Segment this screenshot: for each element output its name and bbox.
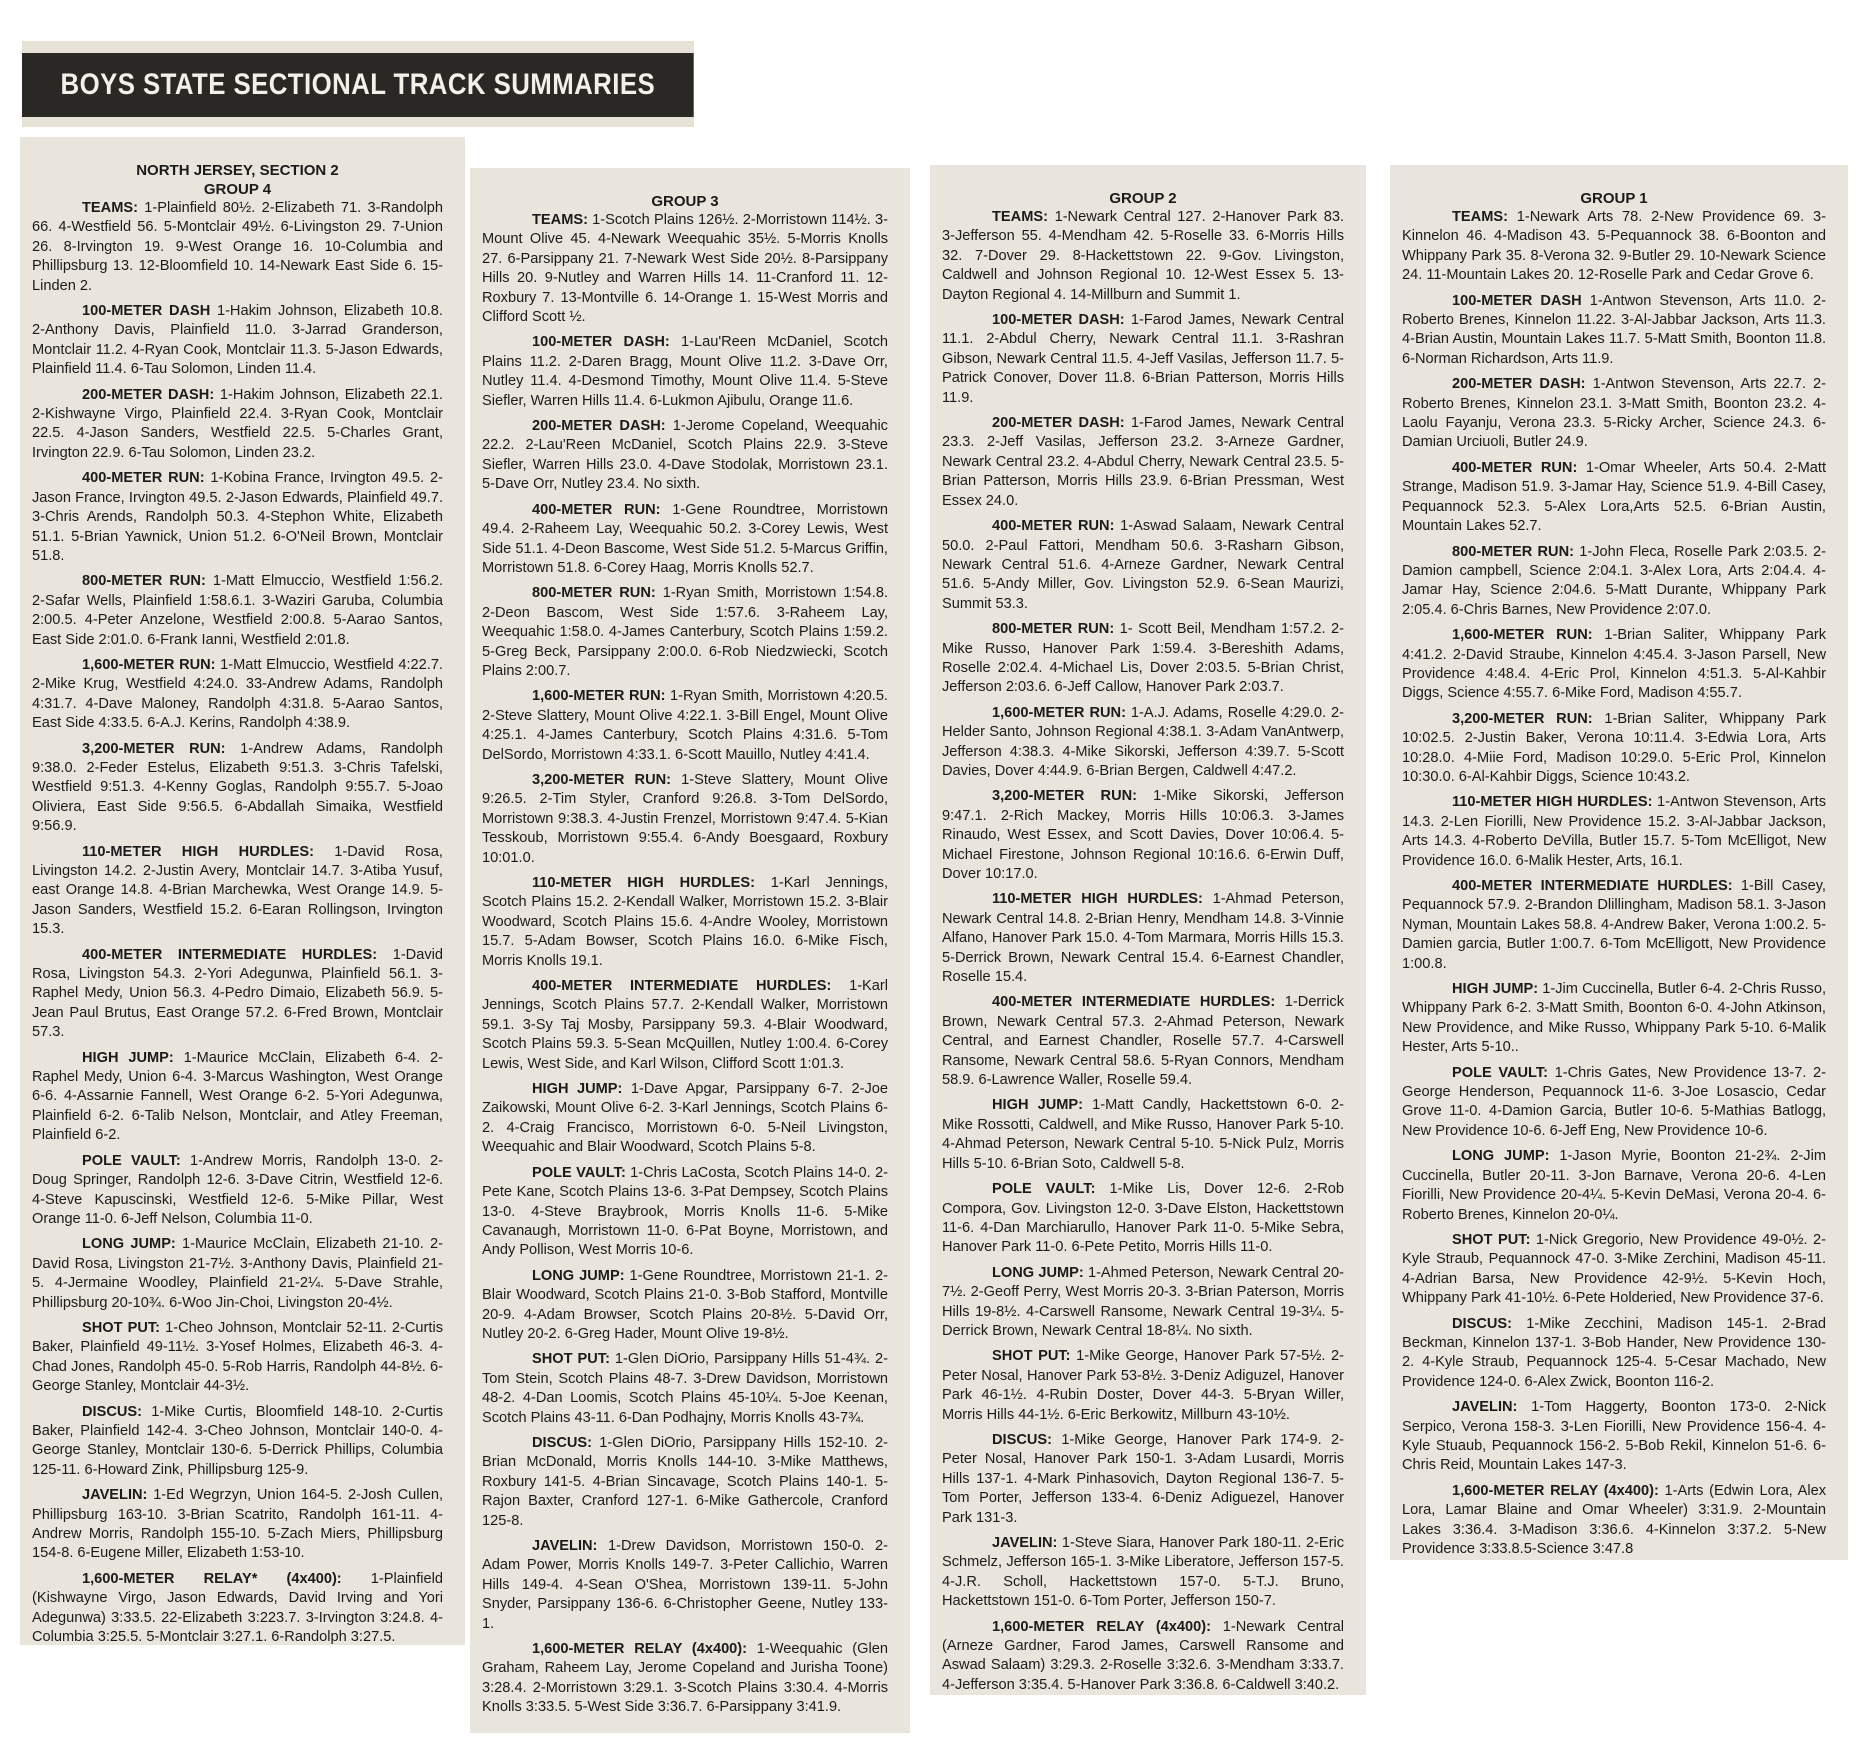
event-label: 110-METER HIGH HURDLES: bbox=[532, 875, 755, 891]
event-result bbox=[482, 1164, 888, 1261]
event-result bbox=[482, 1080, 888, 1158]
event-label: 400-METER RUN: bbox=[82, 470, 205, 487]
event-result bbox=[482, 1434, 888, 1531]
event-result bbox=[1402, 710, 1826, 788]
column-group-1 bbox=[1390, 165, 1848, 1560]
event-text: 1-Hakim Johnson, Elizabeth 22.1. 2-Kishwayne Virgo, Plainfield 22.4. 3-Ryan Cook, Montclair 22.5. 4-Jason Sanders, Westfield 22.5. 5-Charles Grant, Irvington 22.9. 6-Tau Solomon, Linden 23.2. bbox=[32, 386, 443, 461]
event-label: HIGH JUMP: bbox=[1452, 981, 1539, 998]
event-result bbox=[32, 843, 443, 940]
event-text: 1-Mike Curtis, Bloomfield 148-10. 2-Curtis Baker, Plainfield 142-4. 3-Cheo Johnson, Montclair 140-0. 4-George Stanley, Montclair 130-6. 5-Derrick Phillips, Columbia 125-11. 6-Howard Zink, Phillipsburg 125-9. bbox=[32, 1403, 443, 1478]
event-label: 3,200-METER RUN: bbox=[82, 740, 226, 757]
event-text: 1-Steve Siara, Hanover Park 180-11. 2-Eric Schmelz, Jefferson 165-1. 3-Mike Liberatore, Jefferson 157-5. 4-J.R. Scholl, Hackettstown 157-0. 5-T.J. Bruno, Hackettstown 151-0. 6-Tom Porter, Jefferson 150-7. bbox=[942, 1535, 1344, 1610]
event-text: 1-Nick Gregorio, New Providence 49-0½. 2-Kyle Straub, Pequannock 47-0. 3-Mike Zerchini, Madison 45-11. 4-Adrian Barsa, New Providence 42-9½. 5-Kevin Hoch, Whippany Park 41-10½. 6-Pete Holderied, New Providence 37-6. bbox=[1402, 1231, 1826, 1307]
event-result bbox=[1402, 1315, 1826, 1393]
event-label: 200-METER DASH: bbox=[1452, 376, 1586, 393]
event-result bbox=[482, 501, 888, 579]
event-text: 1-Farod James, Newark Central 11.1. 2-Abdul Cherry, Newark Central 11.1. 3-Rashran Gibson, Newark Central 11.5. 4-Jeff Vasilas, Jefferson 11.7. 5-Patrick Conover, Dover 11.8. 6-Brian Patterson, Morris Hills 11.9. bbox=[942, 312, 1344, 406]
event-label: HIGH JUMP: bbox=[992, 1097, 1083, 1114]
event-result bbox=[482, 771, 888, 868]
event-text: 1-Ryan Smith, Morristown 4:20.5. 2-Steve Slattery, Mount Olive 4:22.1. 3-Bill Engel, Mount Olive 4:25.1. 4-James Canterbury, Scotch Plains 4:31.6. 5-Tom DelSordo, Morristown 4:33.1. 6-Scott Mauillo, Nutley 4:41.4. bbox=[482, 688, 888, 763]
event-text: 1-Dave Apgar, Parsippany 6-7. 2-Joe Zaikowski, Mount Olive 6-2. 3-Karl Jennings, Scotch Plains 6-2. 4-Craig Francisco, Morristown 6-0. 5-Neil Livingston, Weequahic and Blair Woodward, Scotch Plains 5-8. bbox=[482, 1081, 888, 1156]
event-text: 1-Mike George, Hanover Park 57-5½. 2-Peter Nosal, Hanover Park 53-8½. 3-Deniz Adiguzel, Hanover Park 46-1½. 4-Rubin Doster, Dover 44-3. 5-Bryan Willer, Morris Hills 44-1½. 6-Eric Berkowitz, Millburn 43-10½. bbox=[942, 1348, 1344, 1423]
event-text: 1-Jason Myrie, Boonton 21-2¾. 2-Jim Cuccinella, Butler 20-11. 3-Jon Barnave, Verona 20-6. 4-Len Fiorilli, New Providence 20-4¼. 5-Kevin DeMasi, Verona 20-4. 6-Roberto Brenes, Kinnelon 20-0¼. bbox=[1402, 1148, 1826, 1223]
event-result bbox=[482, 687, 888, 765]
event-text: 1-Hakim Johnson, Elizabeth 10.8. 2-Anthony Davis, Plainfield 11.0. 3-Jarrad Granderson, Montclair 11.2. 4-Ryan Cook, Montclair 11.3. 5-Jason Edwards, Plainfield 11.4. 6-Tau Solomon, Linden 11.4. bbox=[32, 303, 443, 378]
event-text: 1-Gene Roundtree, Morristown 21-1. 2-Blair Woodward, Scotch Plains 21-0. 3-Bob Stafford, Montville 20-9. 4-Adam Browser, Scotch Plains 20-8½. 5-David Orr, Nutley 20-2. 6-Greg Hader, Mount Olive 19-8½. bbox=[482, 1267, 888, 1342]
event-result bbox=[32, 946, 443, 1043]
event-text: 1-Plainfield 80½. 2-Elizabeth 71. 3-Randolph 66. 4-Westfield 56. 5-Montclair 49½. 6-Livingston 29. 7-Union 26. 8-Irvington 19. 9-West Orange 16. 10-Columbia and Phillipsburg 13. 12-Bloomfield 10. 14-Newark East Side 6. 15-Linden 2. bbox=[32, 200, 443, 294]
event-result bbox=[1402, 980, 1826, 1058]
event-result bbox=[32, 1319, 443, 1397]
event-result bbox=[942, 1347, 1344, 1425]
section-heading: NORTH JERSEY, SECTION 2 bbox=[136, 162, 339, 179]
event-text: 1-Andrew Morris, Randolph 13-0. 2-Doug Springer, Randolph 12-6. 3-Dave Citrin, Westfield 12-6. 4-Steve Kapuscinski, Westfield 12-6. 5-Mike Pillar, West Orange 11-0. 6-Jeff Nelson, Columbia 11-0. bbox=[32, 1152, 443, 1227]
event-text: 1-Mike Sikorski, Jefferson 9:47.1. 2-Rich Mackey, Morris Hills 10:06.3. 3-James Rinaudo, West Essex, and Scott Davies, Dover 10:06.4. 5-Michael Firestone, Johnson Regional 10:16.6. 6-Erwin Duff, Dover 10:17.0. bbox=[942, 788, 1344, 882]
event-label: TEAMS: bbox=[1452, 209, 1508, 225]
event-text: 1-Aswad Salaam, Newark Central 50.0. 2-Paul Fattori, Mendham 50.6. 3-Rasharn Gibson, Newark Central 51.6. 4-Arneze Gardner, Newark Central 51.6. 5-Andy Miller, Gov. Livingston 52.9. 6-Sean Maurizi, Summit 53.3. bbox=[942, 518, 1344, 612]
event-label: DISCUS: bbox=[1452, 1315, 1512, 1332]
event-result bbox=[942, 1180, 1344, 1258]
event-text: 1-Matt Elmuccio, Westfield 4:22.7. 2-Mike Krug, Westfield 4:24.0. 33-Andrew Adams, Randolph 4:31.7. 4-Dave Maloney, Randolph 4:31.8. 5-Aarao Santos, East Side 4:33.5. 6-A.J. Kerins, Randolph 4:38.9. bbox=[32, 656, 443, 732]
event-result bbox=[1402, 1147, 1826, 1225]
event-label: 800-METER RUN: bbox=[532, 585, 656, 602]
event-result bbox=[482, 1267, 888, 1345]
event-label: SHOT PUT: bbox=[532, 1351, 610, 1368]
event-text: 1-Mike George, Hanover Park 174-9. 2-Peter Nosal, Hanover Park 150-1. 3-Adam Lusardi, Morris Hills 137-1. 4-Mark Pinhasovich, Dayton Regional 136-7. 5-Tom Porter, Jefferson 133-4. 6-Deniz Adiguezel, Hanover Park 131-3. bbox=[942, 1431, 1344, 1526]
event-result bbox=[1402, 459, 1826, 537]
event-result bbox=[942, 1096, 1344, 1174]
event-text: 1-Matt Candly, Hackettstown 6-0. 2-Mike Rossotti, Caldwell, and Mike Russo, Hanover Park 5-10. 4-Ahmad Peterson, Newark Central 5-10. 5-Nick Pulz, Morris Hills 5-10. 6-Brian Soto, Caldwell 5-8. bbox=[942, 1097, 1344, 1172]
headline-title: BOYS STATE SECTIONAL TRACK SUMMARIES bbox=[22, 53, 694, 117]
event-result bbox=[1402, 292, 1826, 370]
event-result bbox=[942, 704, 1344, 782]
column-group-2 bbox=[930, 165, 1366, 1695]
event-result bbox=[942, 311, 1344, 408]
event-label: DISCUS: bbox=[532, 1434, 592, 1451]
event-result bbox=[942, 1264, 1344, 1342]
column-group-3 bbox=[470, 168, 910, 1733]
event-result bbox=[942, 890, 1344, 987]
event-label: 200-METER DASH: bbox=[82, 386, 215, 403]
event-result bbox=[1402, 1482, 1826, 1560]
event-label: 400-METER INTERMEDIATE HURDLES: bbox=[1452, 878, 1733, 894]
event-label: 100-METER DASH bbox=[82, 303, 211, 320]
event-result bbox=[1402, 375, 1826, 453]
section-heading: GROUP 3 bbox=[651, 193, 719, 210]
event-result bbox=[482, 977, 888, 1074]
event-result bbox=[942, 993, 1344, 1090]
event-label: 800-METER RUN: bbox=[82, 573, 206, 590]
event-result bbox=[942, 1534, 1344, 1612]
event-text: 1-Ryan Smith, Morristown 1:54.8. 2-Deon Bascom, West Side 1:57.6. 3-Raheem Lay, Weequahic 1:58.0. 4-James Canterbury, Scotch Plains 1:59.2. 5-Greg Beck, Parsippany 2:00.0. 6-Rob Niedzwiecki, Scotch Plains 2:00.7. bbox=[482, 585, 888, 679]
event-label: HIGH JUMP: bbox=[82, 1049, 174, 1066]
event-label: DISCUS: bbox=[82, 1403, 142, 1420]
event-label: 400-METER INTERMEDIATE HURDLES: bbox=[532, 978, 832, 995]
event-result bbox=[1402, 877, 1826, 974]
event-text: 1-A.J. Adams, Roselle 4:29.0. 2-Helder Santo, Johnson Regional 4:38.1. 3-Adam VanAntwerp, Jefferson 4:38.3. 4-Mike Sikorski, Jefferson 4:39.7. 5-Scott Davies, Dover 4:44.9. 6-Brian Bergen, Caldwell 4:47.2. bbox=[942, 704, 1344, 779]
event-text: 1-Ahmad Peterson, Newark Central 14.8. 2-Brian Henry, Mendham 14.8. 3-Vinnie Alfano, Hanover Park 15.0. 4-Tom Marmara, Morris Hills 15.3. 5-Derrick Brown, Newark Central 15.4. 6-Earnest Chandler, Roselle 15.4. bbox=[942, 891, 1344, 986]
event-text: 1-Gene Roundtree, Morristown 49.4. 2-Raheem Lay, Weequahic 50.2. 3-Corey Lewis, West Side 51.1. 4-Deon Bascome, West Side 51.2. 5-Marcus Griffin, Morristown 51.8. 6-Corey Haag, Morris Knolls 52.7. bbox=[482, 501, 888, 576]
event-result bbox=[942, 787, 1344, 884]
event-label: SHOT PUT: bbox=[1452, 1231, 1531, 1248]
event-result bbox=[32, 1403, 443, 1481]
event-result bbox=[1402, 1398, 1826, 1476]
event-text: 1-Plainfield (Kishwayne Virgo, Jason Edwards, David Irving and Yori Adegunwa) 3:33.5. 22-Elizabeth 3:223.7. 3-Irvington 3:24.8. 4-Columbia 3:25.5. 5-Montclair 3:27.1. 6-Randolph 3:27.5. bbox=[32, 1570, 443, 1645]
event-result bbox=[32, 1486, 443, 1564]
event-label: 200-METER DASH: bbox=[992, 415, 1125, 432]
event-result bbox=[482, 1537, 888, 1634]
event-result bbox=[32, 740, 443, 837]
event-text: 1-Omar Wheeler, Arts 50.4. 2-Matt Strange, Madison 51.9. 3-Jamar Hay, Science 51.9. 4-Bill Casey, Pequannock 52.3. 5-Alex Lora,Arts 52.5. 6-Brian Austin, Mountain Lakes 52.7. bbox=[1402, 459, 1827, 535]
event-label: 1,600-METER RUN: bbox=[992, 704, 1126, 721]
event-result bbox=[942, 517, 1344, 614]
event-result bbox=[32, 572, 443, 650]
event-result bbox=[1402, 793, 1826, 871]
event-label: 1,600-METER RELAY (4x400): bbox=[1452, 1482, 1659, 1499]
event-result bbox=[1402, 1231, 1826, 1309]
event-label: 110-METER HIGH HURDLES: bbox=[1452, 794, 1653, 811]
column-group-4 bbox=[20, 137, 465, 1645]
event-text: 1- Scott Beil, Mendham 1:57.2. 2-Mike Russo, Hanover Park 1:59.4. 3-Bereshith Adams, Roselle 2:02.4. 4-Michael Lis, Dover 2:03.5. 5-Brian Christ, Jefferson 2:03.6. 6-Jeff Callow, Hanover Park 2:03.7. bbox=[942, 621, 1344, 696]
event-result bbox=[482, 417, 888, 495]
event-label: 1,600-METER RUN: bbox=[532, 688, 666, 705]
event-label: SHOT PUT: bbox=[992, 1348, 1071, 1365]
event-result bbox=[32, 469, 443, 566]
event-label: 100-METER DASH: bbox=[992, 312, 1125, 329]
event-label: JAVELIN: bbox=[82, 1487, 148, 1504]
event-text: 1-Newark Central 127. 2-Hanover Park 83. 3-Jefferson 55. 4-Mendham 42. 5-Roselle 33. 6-Morris Hills 32. 7-Dover 29. 8-Hackettstown 22. 9-Gov. Livingston, Caldwell and Johnson Regional 10. 12-West Essex 5. 13-Dayton Regional 4. 14-Millburn and Summit 1. bbox=[942, 209, 1344, 303]
event-text: 1-Antwon Stevenson, Arts 14.3. 2-Len Fiorilli, New Providence 15.2. 3-Al-Jabbar Jackson, Arts 14.3. 4-Roberto DeVilla, Butler 15.7. 5-Tom McElligot, New Providence 16.0. 6-Malik Hester, Arts, 16.1. bbox=[1402, 794, 1826, 869]
event-text: 1-Weequahic (Glen Graham, Raheem Lay, Jerome Copeland and Jurisha Toone) 3:28.4. 2-Morristown 3:29.1. 3-Scotch Plains 3:30.4. 4-Morris Knolls 3:33.5. 5-West Side 3:36.7. 6-Parsippany 3:41.9. bbox=[482, 1641, 888, 1716]
event-label: LONG JUMP: bbox=[1452, 1148, 1550, 1165]
event-text: 1-Glen DiOrio, Parsippany Hills 152-10. 2-Brian McDonald, Morris Knolls 144-10. 3-Mike Matthews, Roxbury 141-5. 4-Brian Sincavage, Scotch Plains 140-1. 5-Rajon Baxter, Cranford 127-1. 6-Mike Gathercole, Cranford 125-8. bbox=[482, 1434, 888, 1529]
event-label: 1,600-METER RUN: bbox=[82, 656, 216, 673]
event-text: 1-David Rosa, Livingston 54.3. 2-Yori Adegunwa, Plainfield 56.1. 3-Raphel Medy, Union 56.3. 4-Pedro Dimaio, Elizabeth 56.9. 5-Jean Paul Brutus, East Orange 57.2. 6-Fred Brown, Montclair 57.3. bbox=[32, 946, 443, 1041]
event-text: 1-Lau'Reen McDaniel, Scotch Plains 11.2. 2-Daren Bragg, Mount Olive 11.2. 3-Dave Orr, Nutley 11.4. 4-Desmond Timothy, Mount Olive 11.4. 5-Steve Siefler, Warren Hills 11.4. 6-Lukmon Ajibulu, Orange 11.6. bbox=[482, 334, 888, 409]
event-label: 3,200-METER RUN: bbox=[992, 788, 1138, 805]
event-text: 1-Karl Jennings, Scotch Plains 15.2. 2-Kendall Walker, Morristown 15.2. 3-Blair Woodward, Scotch Plains 15.6. 4-Andre Wooley, Morristown 15.7. 5-Adam Bowser, Scotch Plains 16.0. 6-Mike Fisch, Morris Knolls 19.1. bbox=[482, 875, 888, 969]
event-result bbox=[942, 620, 1344, 698]
event-text: 1-Chris Gates, New Providence 13-7. 2-George Henderson, Pequannock 11-6. 3-Joe Losascio, Cedar Grove 11-0. 4-Damion Garcia, Butler 10-6. 5-Mathias Batlogg, New Providence 10-6. 6-Jeff Eng, New Providence 10-6. bbox=[1402, 1064, 1826, 1139]
event-result bbox=[482, 874, 888, 971]
event-label: HIGH JUMP: bbox=[532, 1081, 623, 1098]
event-result bbox=[1402, 626, 1826, 704]
section-heading: GROUP 2 bbox=[1109, 190, 1177, 207]
event-label: DISCUS: bbox=[992, 1431, 1052, 1448]
event-text: 1-Maurice McClain, Elizabeth 6-4. 2-Raphel Medy, Union 6-4. 3-Marcus Washington, West Orange 6-6. 4-Assarnie Fannell, West Orange 6-2. 5-Yori Adegunwa, Plainfield 6-2. 6-Talib Nelson, Montclair, and Atley Freeman, Plainfield 6-2. bbox=[32, 1049, 443, 1144]
event-result bbox=[32, 1235, 443, 1313]
event-text: 1-Ahmed Peterson, Newark Central 20-7½. 2-Geoff Perry, West Morris 20-3. 3-Brian Paterson, Morris Hills 19-8½. 4-Carswell Ransome, Newark Central 19-3¼. 5-Derrick Brown, Newark Central 18-8¼. No sixth. bbox=[942, 1264, 1345, 1339]
event-result bbox=[942, 1431, 1344, 1528]
event-result bbox=[1402, 1064, 1826, 1142]
event-text: 1-Newark Central (Arneze Gardner, Farod James, Carswell Ransome and Aswad Salaam) 3:29.3. 2-Roselle 3:32.6. 3-Mendham 3:33.7. 4-Jefferson 3:35.4. 5-Hanover Park 3:36.8. 6-Caldwell 3:40.2. bbox=[942, 1618, 1344, 1693]
event-label: 1,600-METER RELAY (4x400): bbox=[532, 1641, 748, 1658]
event-label: TEAMS: bbox=[532, 212, 588, 228]
event-text: 1-Ed Wegrzyn, Union 164-5. 2-Josh Cullen, Phillipsburg 163-10. 3-Brian Scatrito, Randolph 161-11. 4-Andrew Morris, Randolph 155-10. 5-Zach Miers, Phillipsburg 154-8. 6-Eugene Miller, Elizabeth 1:53-10. bbox=[32, 1487, 443, 1562]
headline-banner bbox=[22, 41, 694, 127]
event-text: 1-Glen DiOrio, Parsippany Hills 51-4¾. 2-Tom Stein, Scotch Plains 48-7. 3-Drew Davidson, Morristown 48-2. 4-Dan Loomis, Scotch Plains 45-10¼. 5-Joe Keenan, Scotch Plains 43-11. 6-Dan Podhajny, Morris Knolls 43-7¾. bbox=[482, 1351, 888, 1426]
event-label: 1,600-METER RUN: bbox=[1452, 627, 1593, 644]
event-label: 400-METER RUN: bbox=[992, 518, 1115, 535]
event-text: 1-Jerome Copeland, Weequahic 22.2. 2-Lau'Reen McDaniel, Scotch Plains 22.9. 3-Steve Siefler, Warren Hills 23.0. 4-Dave Stodolak, Morristown 23.1. 5-Dave Orr, Nutley 23.4. No sixth. bbox=[482, 418, 888, 493]
event-result bbox=[32, 1152, 443, 1230]
event-text: 1-Matt Elmuccio, Westfield 1:56.2. 2-Safar Wells, Plainfield 1:58.6.1. 3-Waziri Garuba, Columbia 2:00.5. 4-Peter Anzelone, Westfield 2:00.8. 5-Aarao Santos, East Side 2:01.0. 6-Frank Ianni, Westfield 2:01.8. bbox=[32, 573, 443, 648]
event-result bbox=[32, 199, 443, 296]
event-text: 1-Newark Arts 78. 2-New Providence 69. 3-Kinnelon 46. 4-Madison 43. 5-Pequannock 38. 6-Boonton and Whippany Park 35. 8-Verona 32. 9-Butler 29. 10-Newark Science 24. 11-Mountain Lakes 20. 12-Roselle Park and Cedar Grove 6. bbox=[1402, 209, 1826, 284]
event-text: 1-Brian Saliter, Whippany Park 4:41.2. 2-David Straube, Kinnelon 4:45.4. 3-Jason Parsell, New Providence 4:48.4. 4-Eric Prol, Kinnelon 4:51.3. 5-Al-Kahbir Diggs, Science 4:55.7. 6-Mike Ford, Madison 4:55.7. bbox=[1402, 627, 1826, 702]
event-result bbox=[942, 1618, 1344, 1695]
event-text: 1-Antwon Stevenson, Arts 11.0. 2-Roberto Brenes, Kinnelon 11.22. 3-Al-Jabbar Jackson, Arts 11.3. 4-Brian Austin, Mountain Lakes 11.7. 5-Matt Smith, Boonton 11.8. 6-Norman Richardson, Arts 11.9. bbox=[1402, 292, 1826, 367]
event-text: 1-Karl Jennings, Scotch Plains 57.7. 2-Kendall Walker, Morristown 59.1. 3-Sy Taj Mosby, Parsippany 59.3. 4-Blair Woodward, Scotch Plains 59.3. 5-Sean McQuillen, Nutley 1:00.4. 6-Corey Lewis, West Side, and Karl Wilson, Clifford Scott 1:01.3. bbox=[482, 978, 889, 1072]
event-text: 1-Maurice McClain, Elizabeth 21-10. 2-David Rosa, Livingston 21-7½. 3-Anthony Davis, Plainfield 21-5. 4-Jermaine Woodley, Plainfield 21-2¼. 5-Dave Strahle, Phillipsburg 20-10¾. 6-Woo Jin-Choi, Livingston 20-4½. bbox=[32, 1236, 443, 1311]
event-label: 3,200-METER RUN: bbox=[532, 771, 672, 788]
event-label: POLE VAULT: bbox=[992, 1181, 1096, 1198]
event-label: TEAMS: bbox=[992, 209, 1048, 225]
event-result bbox=[32, 656, 443, 734]
event-result bbox=[32, 302, 443, 380]
event-label: POLE VAULT: bbox=[532, 1164, 626, 1181]
event-text: 1-David Rosa, Livingston 14.2. 2-Justin Avery, Montclair 14.7. 3-Atiba Yusuf, east Orange 14.8. 4-Brian Marchewka, West Orange 14.9. 5-Jason Sanders, Westfield 15.2. 6-Earan Rollingson, Irvington 15.3. bbox=[32, 843, 443, 938]
event-result bbox=[1402, 543, 1826, 621]
event-text: 1-Mike Zecchini, Madison 145-1. 2-Brad Beckman, Kinnelon 137-1. 3-Bob Hander, New Providence 130-2. 4-Kyle Straub, Pequannock 125-4. 5-Cesar Machado, New Providence 124-0. 6-Alex Zwick, Boonton 116-2. bbox=[1402, 1315, 1826, 1390]
event-text: 1-Steve Slattery, Mount Olive 9:26.5. 2-Tim Styler, Cranford 9:26.8. 3-Tom DelSordo, Morristown 9:38.3. 4-Justin Frenzel, Morristown 9:47.4. 5-Kian Tesskoub, Morristown 9:55.4. 6-Andy Boesgaard, Roxbury 10:01.0. bbox=[482, 771, 888, 866]
event-label: 100-METER DASH: bbox=[532, 334, 670, 351]
event-label: 800-METER RUN: bbox=[1452, 543, 1574, 560]
event-label: 1,600-METER RELAY (4x400): bbox=[992, 1618, 1211, 1635]
event-label: 110-METER HIGH HURDLES: bbox=[992, 891, 1203, 908]
event-label: JAVELIN: bbox=[992, 1535, 1058, 1551]
event-result bbox=[482, 211, 888, 327]
event-label: TEAMS: bbox=[82, 200, 138, 216]
event-result bbox=[482, 333, 888, 411]
event-text: 1-Kobina France, Irvington 49.5. 2-Jason France, Irvington 49.5. 2-Jason Edwards, Plainfield 49.7. 3-Chris Arends, Randolph 50.3. 4-Stephon White, Elizabeth 51.1. 5-Brian Yawnick, Union 51.2. 6-O'Neil Brown, Montclair 51.8. bbox=[32, 470, 443, 564]
event-label: JAVELIN: bbox=[532, 1538, 598, 1554]
event-result bbox=[32, 1570, 443, 1645]
event-text: 1-Chris LaCosta, Scotch Plains 14-0. 2-Pete Kane, Scotch Plains 13-6. 3-Pat Dempsey, Scotch Plains 13-0. 4-Steve Braybrook, Morris Knolls 11-6. 5-Mike Cavanaugh, Morristown 11-0. 6-Pat Boyne, Morristown, and Andy Pollison, West Morris 10-6. bbox=[482, 1164, 888, 1259]
event-text: 1-Farod James, Newark Central 23.3. 2-Jeff Vasilas, Jefferson 23.2. 3-Arneze Gardner, Newark Central 23.2. 4-Abdul Cherry, Newark Central 23.5. 5-Brian Patterson, Morris Hills 23.9. 6-Brian Pressman, West Essex 24.0. bbox=[942, 415, 1344, 509]
event-result bbox=[482, 1350, 888, 1428]
event-text: 1-Andrew Adams, Randolph 9:38.0. 2-Feder Estelus, Elizabeth 9:51.3. 3-Chris Tafelski, Westfield 9:51.3. 4-Kenny Goglas, Randolph 9:55.7. 5-Joao Oliviera, East Side 9:56.5. 6-Abdallah Simaika, Westfield 9:56.9. bbox=[32, 740, 443, 835]
event-text: 1-Drew Davidson, Morristown 150-0. 2-Adam Power, Morris Knolls 149-7. 3-Peter Callichio, Warren Hills 149-4. 4-Sean O'Shea, Morristown 139-11. 5-John Snyder, Parsippany 136-6. 6-Christopher Geene, Nutley 133-1. bbox=[482, 1538, 888, 1632]
section-heading: GROUP 4 bbox=[203, 181, 272, 198]
event-text: 1-Antwon Stevenson, Arts 22.7. 2-Roberto Brenes, Kinnelon 23.1. 3-Matt Smith, Boonton 23.2. 4-Laolu Fayanju, Verona 23.3. 5-Ricky Archer, Science 24.3. 6-Damian Urciuoli, Butler 24.9. bbox=[1402, 376, 1826, 451]
event-result bbox=[1402, 208, 1826, 286]
event-text: 1-Scotch Plains 126½. 2-Morristown 114½. 3-Mount Olive 45. 4-Newark Weequahic 35½. 5-Morris Knolls 27. 6-Parsippany 21. 7-Newark West Side 20½. 8-Parsippany Hills 20. 9-Nutley and Warren Hills 14. 11-Cranford 11. 12-Roxbury 7. 13-Montville 6. 14-Orange 1. 15-West Morris and Clifford Scott ½. bbox=[482, 212, 888, 326]
event-label: 400-METER RUN: bbox=[532, 501, 661, 518]
event-label: SHOT PUT: bbox=[82, 1319, 161, 1336]
event-label: 400-METER INTERMEDIATE HURDLES: bbox=[992, 994, 1276, 1011]
event-label: 800-METER RUN: bbox=[992, 621, 1115, 638]
event-label: 100-METER DASH bbox=[1452, 292, 1582, 309]
event-text: 1-Tom Haggerty, Boonton 173-0. 2-Nick Serpico, Verona 158-3. 3-Len Fiorilli, New Providence 156-4. 4-Kyle Stuaub, Pequannock 156-2. 5-Bob Rekil, Kinnelon 51-6. 6-Chris Reid, Mountain Lakes 147-3. bbox=[1402, 1399, 1826, 1474]
event-label: 200-METER DASH: bbox=[532, 418, 666, 435]
event-label: LONG JUMP: bbox=[992, 1264, 1084, 1281]
event-label: JAVELIN: bbox=[1452, 1399, 1518, 1416]
event-label: LONG JUMP: bbox=[532, 1267, 625, 1284]
event-text: 1-Cheo Johnson, Montclair 52-11. 2-Curtis Baker, Plainfield 49-11½. 3-Yosef Holmes, Elizabeth 46-3. 4-Chad Jones, Randolph 45-0. 5-Rob Harris, Randolph 44-8½. 6-George Stanley, Montclair 44-3½. bbox=[32, 1319, 443, 1395]
event-label: 110-METER HIGH HURDLES: bbox=[82, 843, 314, 860]
event-text: 1-Derrick Brown, Newark Central 57.3. 2-Ahmad Peterson, Newark Central, and Earnest Chandler, Roselle 57.7. 4-Carswell Ransome, Newark Central 58.6. 5-Ryan Connors, Mendham 58.9. 6-Lawrence Waller, Roselle 59.4. bbox=[942, 994, 1344, 1089]
event-result bbox=[482, 1640, 888, 1718]
event-label: 400-METER RUN: bbox=[1452, 459, 1578, 476]
event-result bbox=[942, 414, 1344, 511]
event-label: LONG JUMP: bbox=[82, 1236, 176, 1253]
event-label: POLE VAULT: bbox=[82, 1152, 181, 1169]
event-result bbox=[482, 584, 888, 681]
event-label: 3,200-METER RUN: bbox=[1452, 710, 1593, 727]
event-text: 1-Mike Lis, Dover 12-6. 2-Rob Compora, Gov. Livingston 12-0. 3-Dave Elston, Hackettstown 11-6. 4-Dan Marchiarullo, Hanover Park 11-0. 5-Mike Sebra, Hanover Park 11-0. 6-Pete Petito, Morris Hills 11-0. bbox=[942, 1181, 1344, 1256]
event-result bbox=[32, 386, 443, 464]
event-text: 1-Brian Saliter, Whippany Park 10:02.5. 2-Justin Baker, Verona 10:11.4. 3-Edwia Lora, Arts 10:28.0. 4-Miie Ford, Madison 10:29.0. 5-Eric Prol, Kinnelon 10:30.0. 6-Al-Kahbir Diggs, Science 10:43.2. bbox=[1402, 710, 1826, 785]
event-text: 1-Jim Cuccinella, Butler 6-4. 2-Chris Russo, Whippany Park 6-2. 3-Matt Smith, Boonton 6-0. 4-John Atkinson, New Providence, and Mike Russo, Whippany Park 5-10. 6-Malik Hester, Arts 5-10.. bbox=[1402, 981, 1826, 1056]
event-result bbox=[32, 1049, 443, 1146]
event-label: POLE VAULT: bbox=[1452, 1064, 1549, 1081]
event-text: 1-Bill Casey, Pequannock 57.9. 2-Brandon Dlillingham, Madison 58.1. 3-Jason Nyman, Mountain Lakes 58.8. 4-Andrew Baker, Verona 1:00.2. 5-Damien garcia, Butler 1:00.7. 6-Tom McElligott, New Providence 1:00.8. bbox=[1402, 878, 1826, 972]
event-text: 1-Arts (Edwin Lora, Alex Lora, Lamar Blaine and Omar Wheeler) 3:31.9. 2-Mountain Lakes 3:36.4. 3-Madison 3:36.6. 4-Kinnelon 3:37.2. 5-New Providence 3:33.8.5-Science 3:47.8 bbox=[1402, 1482, 1826, 1557]
section-heading: GROUP 1 bbox=[1580, 190, 1648, 207]
event-label: 1,600-METER RELAY* (4x400): bbox=[82, 1570, 342, 1587]
event-label: 400-METER INTERMEDIATE HURDLES: bbox=[82, 946, 378, 963]
event-result bbox=[942, 208, 1344, 305]
event-text: 1-John Fleca, Roselle Park 2:03.5. 2-Damion campbell, Science 2:04.1. 3-Alex Lora, Arts 2:04.4. 4-Jamar Hay, Science 2:04.6. 5-Matt Durante, Whippany Park 2:05.4. 6-Chris Barnes, New Providence 2:07.0. bbox=[1402, 543, 1826, 618]
